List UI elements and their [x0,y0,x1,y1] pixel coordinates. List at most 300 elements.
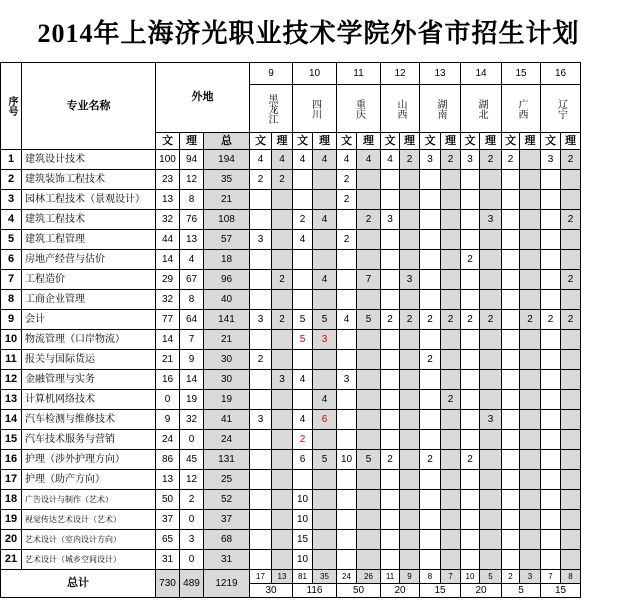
province-cell [520,490,541,510]
province-cell: 2 [461,450,480,470]
province-cell [272,450,293,470]
totals-combined-cell: 50 [337,584,381,598]
row-li: 12 [180,470,204,490]
province-cell [541,170,561,190]
province-cell [293,470,313,490]
province-cell: 2 [561,150,581,170]
province-cell [250,190,272,210]
province-cell [420,390,441,410]
province-cell [250,430,272,450]
province-cell [293,390,313,410]
row-wen: 14 [156,330,180,350]
totals-total: 1219 [204,570,250,598]
table-row [1,170,581,190]
province-cell [461,430,480,450]
totals-combined-cell: 15 [541,584,581,598]
province-cell [250,270,272,290]
province-cell [441,230,461,250]
table-row [1,550,581,570]
row-wen: 77 [156,310,180,330]
table-row [1,150,581,170]
row-total: 68 [204,530,250,550]
province-cell [250,290,272,310]
province-cell [502,390,520,410]
row-major-name: 护理（涉外护理方向） [22,450,156,470]
province-cell [502,530,520,550]
totals-combined-cell: 5 [502,584,541,598]
province-cell [441,510,461,530]
totals-combined-cell: 30 [250,584,293,598]
province-cell: 2 [250,350,272,370]
province-cell [357,410,381,430]
province-cell [502,430,520,450]
row-total: 18 [204,250,250,270]
province-cell [520,550,541,570]
province-cell [541,470,561,490]
province-name-5: 湖北 [461,85,502,133]
row-wen: 13 [156,190,180,210]
province-cell [461,210,480,230]
row-wen: 32 [156,210,180,230]
province-cell [381,410,400,430]
province-cell [313,190,337,210]
row-wen: 14 [156,250,180,270]
province-cell [502,290,520,310]
province-name-6: 广西 [502,85,541,133]
table-row [1,350,581,370]
province-cell [561,430,581,450]
province-cell [561,510,581,530]
province-li-header: 理 [441,133,461,150]
province-name-2: 重庆 [337,85,381,133]
province-cell [357,510,381,530]
province-cell [313,250,337,270]
province-cell: 2 [480,310,502,330]
province-cell [272,490,293,510]
row-li: 94 [180,150,204,170]
province-cell [400,230,420,250]
row-total: 40 [204,290,250,310]
province-wen-header: 文 [250,133,272,150]
table-row [1,370,581,390]
province-wen-header: 文 [293,133,313,150]
plan-table [0,62,581,598]
row-total: 30 [204,350,250,370]
table-row [1,470,581,490]
province-cell [541,390,561,410]
province-cell [461,470,480,490]
province-cell [357,530,381,550]
title-bar [0,0,617,62]
province-cell [441,290,461,310]
province-cell: 3 [480,210,502,230]
province-cell [441,490,461,510]
row-wen: 65 [156,530,180,550]
row-seq: 11 [1,350,22,370]
province-cell [420,230,441,250]
province-cell [561,470,581,490]
totals-combined-cell: 15 [420,584,461,598]
row-total: 108 [204,210,250,230]
province-cell [337,490,357,510]
province-cell: 3 [313,330,337,350]
row-li: 0 [180,510,204,530]
province-cell [541,250,561,270]
header-row-1 [1,63,581,85]
table-row [1,250,581,270]
province-cell [441,450,461,470]
row-seq: 8 [1,290,22,310]
province-cell [400,370,420,390]
row-li: 76 [180,210,204,230]
province-cell [250,550,272,570]
province-cell [480,490,502,510]
row-seq: 2 [1,170,22,190]
province-cell [250,370,272,390]
province-cell [480,530,502,550]
province-num-6: 15 [502,63,541,85]
province-cell: 2 [381,450,400,470]
province-cell [272,390,293,410]
province-cell: 2 [561,210,581,230]
province-li-header: 理 [357,133,381,150]
table-row [1,190,581,210]
row-seq: 14 [1,410,22,430]
province-cell: 2 [420,450,441,470]
province-cell: 3 [420,150,441,170]
row-seq: 19 [1,510,22,530]
province-cell [520,430,541,450]
province-cell [541,190,561,210]
header-li: 理 [180,133,204,150]
province-cell [381,350,400,370]
province-cell [541,430,561,450]
province-cell: 4 [313,270,337,290]
province-cell [313,170,337,190]
row-major-name: 视觉传达艺术设计（艺术） [22,510,156,530]
province-cell: 4 [337,310,357,330]
province-num-7: 16 [541,63,581,85]
row-total: 141 [204,310,250,330]
row-seq: 21 [1,550,22,570]
page-title: 2014年上海济光职业技术学院外省市招生计划 [37,18,580,48]
province-cell [502,310,520,330]
province-cell: 2 [272,170,293,190]
province-cell [520,390,541,410]
province-cell: 2 [441,310,461,330]
province-cell: 10 [337,450,357,470]
row-major-name: 汽车检测与维修技术 [22,410,156,430]
province-cell: 3 [250,410,272,430]
province-cell [357,170,381,190]
province-cell [400,430,420,450]
row-wen: 23 [156,170,180,190]
row-major-name: 建筑工程技术 [22,210,156,230]
province-cell: 2 [561,270,581,290]
totals-sub-cell: 8 [561,570,581,584]
province-cell [420,250,441,270]
row-major-name: 艺术设计（室内设计方向） [22,530,156,550]
province-cell [480,250,502,270]
province-cell [272,350,293,370]
province-cell [520,270,541,290]
province-name-3: 山西 [381,85,420,133]
province-cell: 2 [441,390,461,410]
province-cell [480,550,502,570]
province-cell: 4 [293,370,313,390]
row-total: 52 [204,490,250,510]
province-cell [272,410,293,430]
province-cell [520,330,541,350]
province-cell [420,470,441,490]
totals-combined-cell: 116 [293,584,337,598]
province-cell [400,410,420,430]
province-cell [250,470,272,490]
province-cell [337,350,357,370]
province-cell [520,170,541,190]
province-cell [337,530,357,550]
table-row [1,430,581,450]
row-total: 21 [204,330,250,350]
province-cell [541,510,561,530]
province-cell [502,250,520,270]
province-cell [541,450,561,470]
province-num-4: 13 [420,63,461,85]
province-cell [480,190,502,210]
province-cell [420,530,441,550]
totals-sub-cell: 9 [400,570,420,584]
row-wen: 9 [156,410,180,430]
province-cell: 3 [381,210,400,230]
province-cell [337,510,357,530]
province-cell [502,190,520,210]
province-cell: 2 [561,310,581,330]
province-cell [461,230,480,250]
row-li: 14 [180,370,204,390]
province-cell [461,370,480,390]
province-cell [400,330,420,350]
province-cell [381,230,400,250]
table-row [1,270,581,290]
province-cell [541,490,561,510]
province-cell [272,190,293,210]
province-cell [272,470,293,490]
province-cell: 3 [250,310,272,330]
province-cell: 3 [250,230,272,250]
province-cell: 3 [541,150,561,170]
province-name-1: 四川 [293,85,337,133]
row-li: 9 [180,350,204,370]
province-cell [337,250,357,270]
province-cell [420,210,441,230]
province-cell [293,270,313,290]
province-cell [502,410,520,430]
province-cell [441,210,461,230]
province-cell [441,370,461,390]
province-cell [381,490,400,510]
province-li-header: 理 [313,133,337,150]
row-li: 64 [180,310,204,330]
province-cell [461,350,480,370]
province-cell [441,530,461,550]
row-total: 194 [204,150,250,170]
province-cell [357,550,381,570]
row-wen: 21 [156,350,180,370]
row-major-name: 金融管理与实务 [22,370,156,390]
province-cell [561,190,581,210]
province-cell [561,550,581,570]
table-row [1,410,581,430]
totals-sub-cell: 13 [272,570,293,584]
province-cell [461,270,480,290]
province-cell [461,550,480,570]
province-cell: 2 [381,310,400,330]
province-cell: 2 [250,170,272,190]
province-cell [502,370,520,390]
totals-sub-cell: 81 [293,570,313,584]
province-cell [502,330,520,350]
row-wen: 0 [156,390,180,410]
province-cell [561,250,581,270]
province-cell: 4 [313,210,337,230]
province-cell [250,250,272,270]
province-wen-header: 文 [420,133,441,150]
row-major-name: 园林工程技术（景观设计） [22,190,156,210]
row-li: 8 [180,290,204,310]
province-cell [541,370,561,390]
table-row [1,390,581,410]
row-total: 25 [204,470,250,490]
province-cell: 6 [293,450,313,470]
province-cell [250,330,272,350]
totals-wen: 730 [156,570,180,598]
province-cell [520,190,541,210]
province-cell [313,550,337,570]
province-cell [357,430,381,450]
province-cell: 10 [293,550,313,570]
province-cell: 2 [520,310,541,330]
province-cell [337,470,357,490]
province-cell [357,370,381,390]
province-cell: 5 [357,450,381,470]
province-cell [357,190,381,210]
province-cell [400,450,420,470]
province-cell: 5 [293,310,313,330]
province-cell: 2 [420,350,441,370]
province-cell [502,170,520,190]
province-cell: 4 [293,230,313,250]
totals-sub-cell: 7 [441,570,461,584]
province-cell [313,430,337,450]
province-cell [337,390,357,410]
row-seq: 18 [1,490,22,510]
row-total: 131 [204,450,250,470]
province-cell [272,290,293,310]
row-major-name: 汽车技术服务与营销 [22,430,156,450]
province-cell [400,190,420,210]
province-cell [561,230,581,250]
totals-row [1,570,581,584]
province-cell [480,390,502,410]
row-major-name: 艺术设计（城乡空间设计） [22,550,156,570]
province-cell [461,510,480,530]
row-total: 96 [204,270,250,290]
province-cell [272,250,293,270]
province-cell [272,210,293,230]
totals-sub-cell: 11 [381,570,400,584]
table-row [1,450,581,470]
province-cell [293,250,313,270]
province-cell [420,290,441,310]
province-cell [313,350,337,370]
province-cell [337,270,357,290]
totals-sub-cell: 17 [250,570,272,584]
row-li: 4 [180,250,204,270]
province-num-1: 10 [293,63,337,85]
row-wen: 44 [156,230,180,250]
province-cell: 5 [293,330,313,350]
province-cell [357,470,381,490]
province-cell: 3 [461,150,480,170]
province-name-4: 湖南 [420,85,461,133]
province-cell: 2 [400,310,420,330]
totals-sub-cell: 5 [480,570,502,584]
table-row [1,310,581,330]
province-cell [357,350,381,370]
province-cell [561,330,581,350]
province-cell [480,350,502,370]
province-cell: 6 [313,410,337,430]
province-cell: 4 [313,150,337,170]
row-seq: 7 [1,270,22,290]
province-cell [502,210,520,230]
province-cell: 2 [502,150,520,170]
province-cell [400,290,420,310]
row-major-name: 报关与国际货运 [22,350,156,370]
province-cell [420,270,441,290]
province-cell [420,510,441,530]
province-cell [461,390,480,410]
province-cell [381,510,400,530]
totals-sub-cell: 24 [337,570,357,584]
row-major-name: 护理（助产方向） [22,470,156,490]
province-cell [420,330,441,350]
province-cell [272,530,293,550]
row-seq: 15 [1,430,22,450]
province-cell [357,290,381,310]
row-major-name: 建筑装饰工程技术 [22,170,156,190]
province-num-2: 11 [337,63,381,85]
row-li: 67 [180,270,204,290]
row-total: 41 [204,410,250,430]
row-total: 31 [204,550,250,570]
header-total: 总 [204,133,250,150]
table-row [1,210,581,230]
row-seq: 13 [1,390,22,410]
province-cell [480,450,502,470]
province-cell [420,190,441,210]
row-seq: 12 [1,370,22,390]
province-wen-header: 文 [381,133,400,150]
table-row [1,290,581,310]
province-cell: 5 [313,450,337,470]
province-cell: 2 [541,310,561,330]
province-cell: 4 [293,150,313,170]
province-cell: 4 [337,150,357,170]
province-cell: 7 [357,270,381,290]
province-cell: 2 [337,170,357,190]
province-cell [520,210,541,230]
